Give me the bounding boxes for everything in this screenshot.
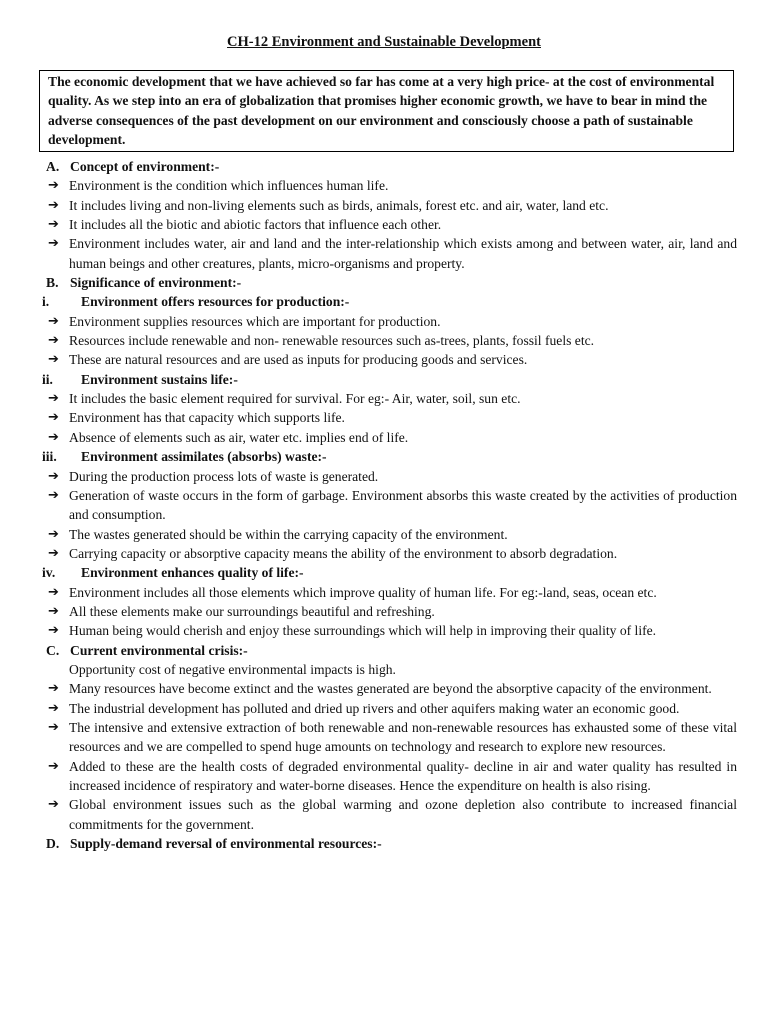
arrow-icon: ➔ (48, 217, 59, 233)
bullet-item (0, 331, 768, 350)
bullet-item (0, 467, 768, 486)
bullet-text: It includes all the biotic and abiotic factors that influence each other. (69, 217, 442, 233)
bullet-item (0, 621, 768, 640)
section-heading-text: Current environmental crisis:- (70, 642, 248, 658)
bullet-item (0, 428, 768, 447)
arrow-icon: ➔ (48, 719, 59, 735)
arrow-icon: ➔ (48, 429, 59, 445)
bullet-item (0, 389, 768, 408)
arrow-icon: ➔ (48, 603, 59, 619)
subsection-heading-iv (0, 563, 768, 582)
bullet-text: The industrial development has polluted and dried up rivers and other aquifers making water an economic good. (69, 700, 680, 716)
section-heading-text: Significance of environment:- (70, 275, 242, 291)
bullet-text: Generation of waste occurs in the form of garbage. Environment absorbs this waste created by the activities of production and consumption. (69, 487, 737, 523)
bullet-text: Global environment issues such as the global warming and ozone depletion also contribute to increased financial commitments for the government. (69, 797, 737, 832)
bullet-item (0, 525, 768, 544)
bullet-item (0, 176, 768, 195)
section-heading-b (0, 273, 768, 292)
section-heading-d (0, 834, 768, 853)
subsection-heading-text: Environment sustains life:- (81, 371, 238, 387)
bullet-text: Environment has that capacity which supports life. (69, 410, 345, 426)
arrow-icon: ➔ (48, 545, 59, 561)
arrow-icon: ➔ (48, 197, 59, 213)
arrow-icon: ➔ (48, 178, 59, 194)
section-heading-text: Concept of environment:- (70, 159, 220, 174)
bullet-item (0, 234, 768, 273)
arrow-icon: ➔ (48, 352, 59, 368)
bullet-item (0, 757, 768, 796)
bullet-text: Many resources have become extinct and the wastes generated are beyond the absorptive capacity of the environment. (69, 681, 712, 697)
bullet-text: Absence of elements such as air, water etc. implies end of life. (69, 429, 409, 445)
arrow-icon: ➔ (48, 236, 59, 252)
section-marker: C. (46, 642, 60, 658)
bullet-item (0, 312, 768, 331)
section-marker: D. (46, 836, 60, 852)
subsection-heading-text: Environment assimilates (absorbs) waste:- (81, 449, 327, 465)
bullet-item (0, 350, 768, 369)
bullet-item (0, 602, 768, 621)
bullet-text: It includes living and non-living elements such as birds, animals, forest etc. and air, water, land etc. (69, 197, 609, 213)
arrow-icon: ➔ (48, 526, 59, 542)
arrow-icon: ➔ (48, 487, 59, 503)
bullet-text: These are natural resources and are used as inputs for producing goods and services. (69, 352, 528, 368)
bullet-text: Environment supplies resources which are important for production. (69, 313, 441, 329)
arrow-icon: ➔ (48, 468, 59, 484)
bullet-item (0, 795, 768, 834)
arrow-icon: ➔ (48, 681, 59, 697)
arrow-icon: ➔ (48, 391, 59, 407)
bullet-text: The wastes generated should be within the carrying capacity of the environment. (69, 526, 508, 542)
section-marker: A. (46, 159, 60, 174)
arrow-icon: ➔ (48, 797, 59, 813)
paragraph: Opportunity cost of negative environmental impacts is high. (69, 661, 396, 677)
arrow-icon: ➔ (48, 758, 59, 774)
section-heading-c (0, 641, 768, 660)
arrow-icon: ➔ (48, 313, 59, 329)
arrow-icon: ➔ (48, 584, 59, 600)
subsection-marker: iv. (42, 565, 56, 581)
bullet-item (0, 196, 768, 215)
arrow-icon: ➔ (48, 410, 59, 426)
intro-box: The economic development that we have achieved so far has come at a very high price- at the cost of environmental quality. As we step into an era of globalization that promises higher economic growth, we have to bear in mind the adverse consequences of the past development on our environment and consciously choose a path of sustainable development. (39, 70, 734, 152)
bullet-item (0, 679, 768, 698)
bullet-text: Resources include renewable and non- renewable resources such as-trees, plants, fossil fuels etc. (69, 333, 595, 349)
subsection-heading-ii (0, 370, 768, 389)
bullet-item (0, 699, 768, 718)
arrow-icon: ➔ (48, 700, 59, 716)
subsection-heading-i (0, 292, 768, 311)
bullet-text: Added to these are the health costs of degraded environmental quality- decline in air and water quality has resulted in increased incidence of respiratory and water-borne diseases. Hence the expenditure on health is also rising. (69, 758, 737, 793)
arrow-icon: ➔ (48, 333, 59, 349)
section-heading-a (0, 157, 768, 176)
bullet-item (0, 408, 768, 427)
subsection-marker: iii. (42, 449, 57, 465)
bullet-item (0, 583, 768, 602)
bullet-text: Environment is the condition which influences human life. (69, 178, 389, 194)
subsection-heading-text: Environment offers resources for production:- (81, 294, 350, 310)
bullet-text: Environment includes all those elements which improve quality of human life. For eg:-land, seas, ocean etc. (69, 584, 657, 600)
subsection-marker: ii. (42, 371, 53, 387)
subsection-heading-iii (0, 447, 768, 466)
section-heading-text: Supply-demand reversal of environmental resources:- (70, 836, 382, 852)
arrow-icon: ➔ (48, 623, 59, 639)
bullet-text: Human being would cherish and enjoy these surroundings which will help in improving their quality of life. (69, 623, 657, 639)
bullet-text: During the production process lots of waste is generated. (69, 468, 379, 484)
bullet-item (0, 544, 768, 563)
bullet-text: All these elements make our surroundings beautiful and refreshing. (69, 603, 435, 619)
subsection-heading-text: Environment enhances quality of life:- (81, 565, 304, 581)
bullet-text: Environment includes water, air and land and the inter-relationship which exists among and between water, air, land and human beings and other creatures, plants, micro-organisms and property. (69, 236, 737, 271)
bullet-text: The intensive and extensive extraction of both renewable and non-renewable resources has exhausted some of these vital resources and we are compelled to spend huge amounts on technology and research to explore new resources. (69, 719, 737, 755)
bullet-item (0, 718, 768, 757)
subsection-marker: i. (42, 294, 50, 310)
bullet-item (0, 215, 768, 234)
document-body (0, 157, 768, 853)
bullet-text: Carrying capacity or absorptive capacity means the ability of the environment to absorb degradation. (69, 545, 618, 561)
bullet-text: It includes the basic element required for survival. For eg:- Air, water, soil, sun etc. (69, 391, 521, 407)
page-title: CH-12 Environment and Sustainable Development (227, 34, 541, 50)
bullet-item (0, 486, 768, 525)
section-marker: B. (46, 275, 59, 291)
